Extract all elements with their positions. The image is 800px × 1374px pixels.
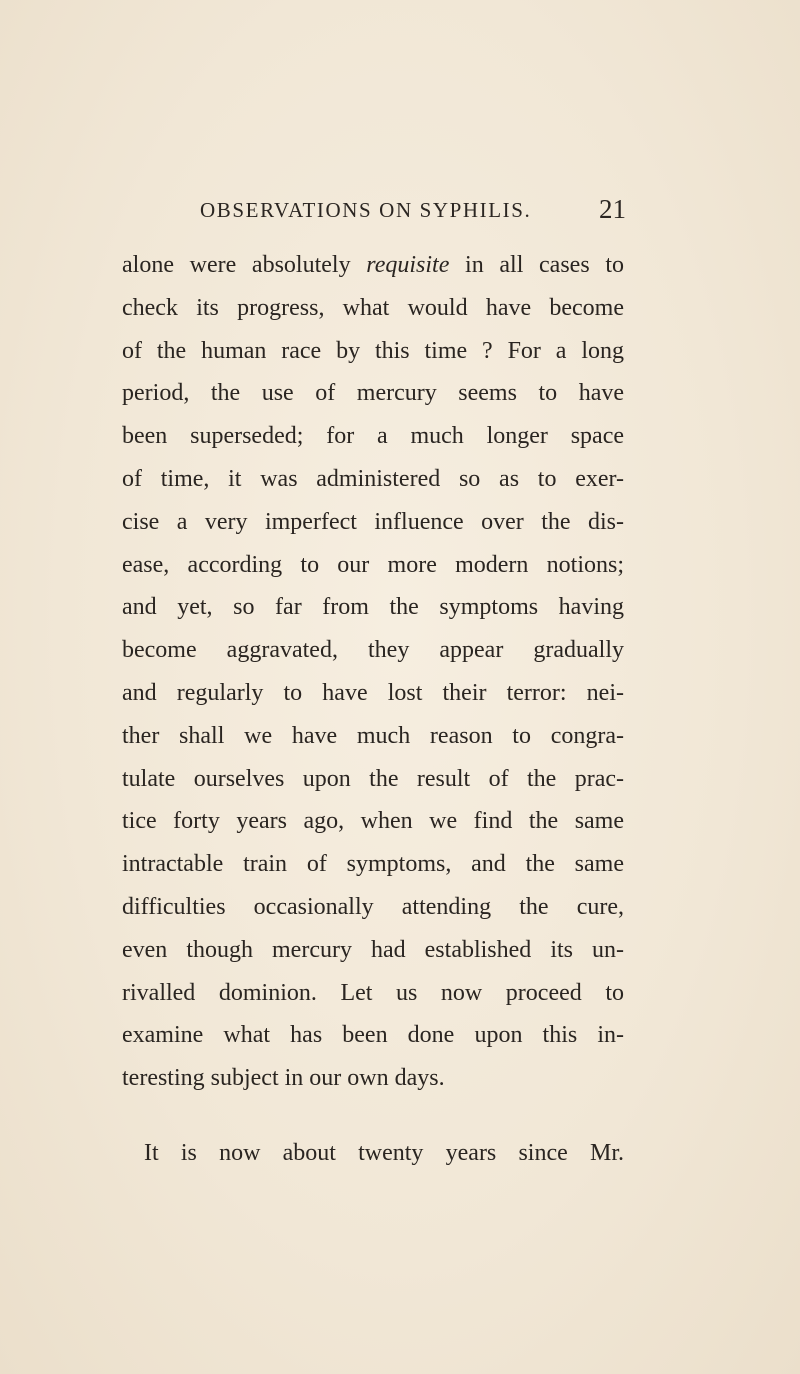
text-line: difficulties occasionally attending the cure,	[122, 893, 624, 920]
body-text	[122, 244, 624, 1175]
text-line: tice forty years ago, when we find the same	[122, 808, 624, 835]
paragraph-gap	[122, 1100, 624, 1132]
text-line: of the human race by this time ? For a long	[122, 337, 624, 364]
running-title: OBSERVATIONS ON SYPHILIS.	[200, 198, 532, 222]
text-line: ther shall we have much reason to congra-	[122, 722, 624, 749]
text-line: and regularly to have lost their terror: nei-	[122, 679, 624, 706]
text-line: ease, according to our more modern notions;	[122, 551, 624, 578]
running-head	[200, 196, 626, 228]
text-line: tulate ourselves upon the result of the prac-	[122, 765, 624, 792]
text-line	[122, 244, 624, 287]
text-line: of time, it was administered so as to exer-	[122, 465, 624, 492]
italic-word: requisite	[366, 252, 450, 278]
text-line: been superseded; for a much longer space	[122, 423, 624, 450]
text-line: become aggravated, they appear gradually	[122, 637, 624, 664]
text-line: intractable train of symptoms, and the same	[122, 851, 624, 878]
text-line: examine what has been done upon this in-	[122, 1022, 624, 1049]
text-line: teresting subject in our own days.	[122, 1065, 445, 1092]
text-span: alone were absolutely	[122, 252, 367, 278]
paragraph-1	[122, 244, 624, 1100]
text-line: even though mercury had established its un-	[122, 936, 624, 963]
text-span: in all cases to	[449, 252, 625, 278]
text-line: It is now about twenty years since Mr.	[144, 1139, 624, 1166]
page-number: 21	[599, 194, 626, 224]
text-line: and yet, so far from the symptoms having	[122, 594, 624, 621]
text-line: cise a very imperfect influence over the dis-	[122, 508, 624, 535]
text-line: rivalled dominion. Let us now proceed to	[122, 979, 624, 1006]
text-line: period, the use of mercury seems to have	[122, 380, 624, 407]
paragraph-2	[122, 1132, 624, 1175]
text-line: check its progress, what would have become	[122, 294, 624, 321]
